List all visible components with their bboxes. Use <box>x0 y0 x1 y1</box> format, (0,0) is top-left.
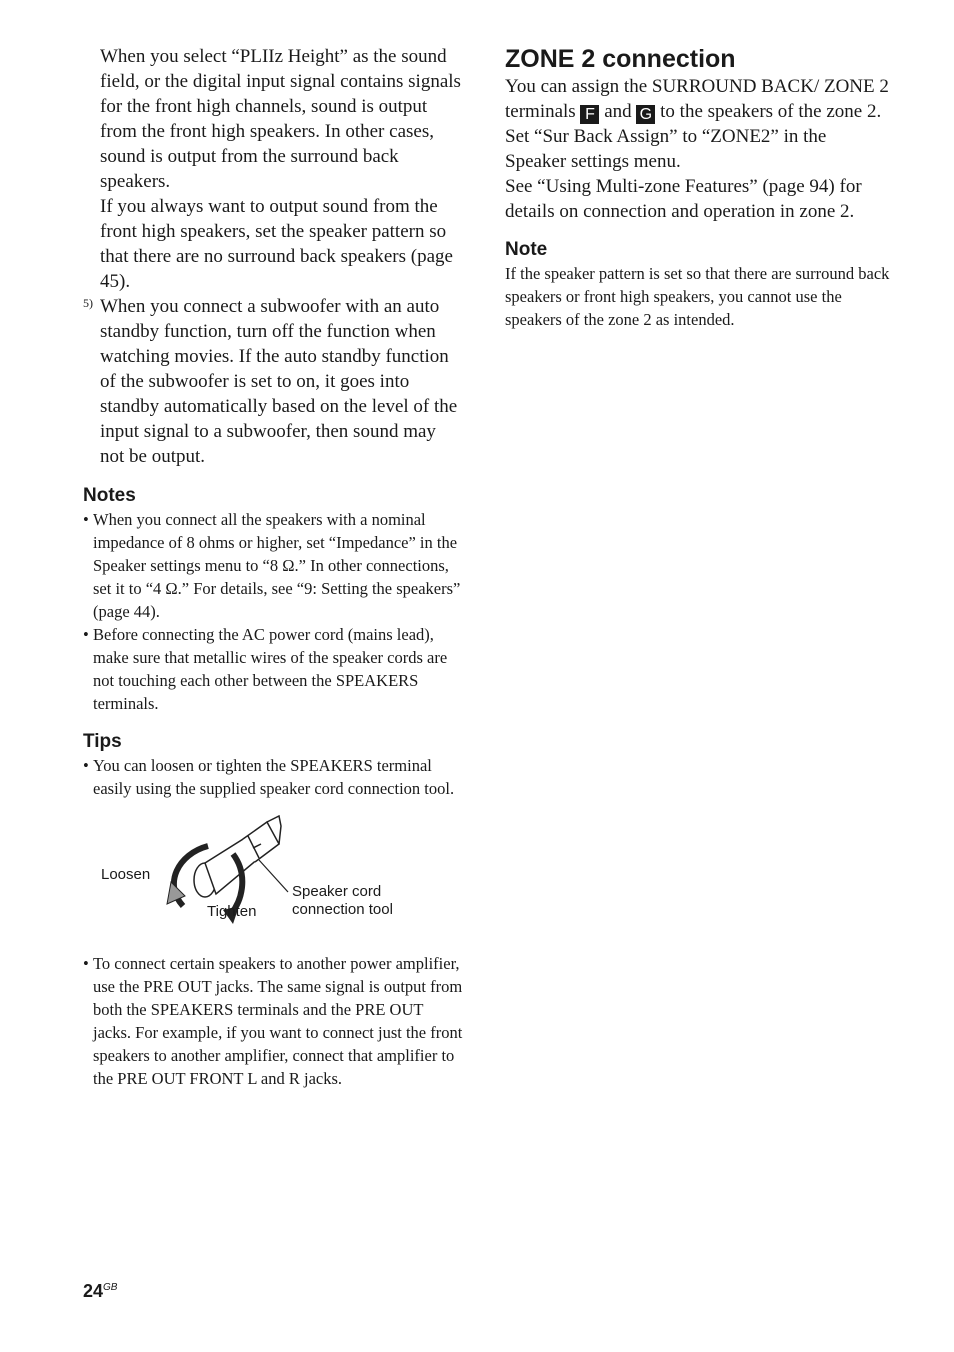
tips-heading: Tips <box>83 731 122 752</box>
note-item: • When you connect all the speakers with a nominal impedance of 8 ohms or higher, set “Impedance” in the Speaker settings menu to “8 Ω.” In other connections, set it to “4 Ω.” For details, see “9: Setting the speakers” (page 44). <box>83 508 463 623</box>
tip-item: • To connect certain speakers to another power amplifier, use the PRE OUT jacks. The same signal is output from both the SPEAKERS terminals and the PRE OUT jacks. For example, if you want to connect just the front speakers to another amplifier, connect that amplifier to the PRE OUT FRONT L and R jacks. <box>83 952 463 1090</box>
zone2-note-text: If the speaker pattern is set so that there are surround back speakers or front high speakers, you cannot use the speakers of the zone 2 as intended. <box>505 264 890 329</box>
paragraph-speaker-pattern: If you always want to output sound from the front high speakers, set the speaker pattern so that there are no surround back speakers (page 45). <box>100 196 453 292</box>
paragraph-pliiz-height: When you select “PLIIz Height” as the sound field, or the digital input signal contains signals for the front high channels, sound is output from the front high speakers. In other cases, sound is output from the surround back speakers. <box>100 46 461 192</box>
notes-heading: Notes <box>83 485 136 506</box>
footnote-5-text: When you connect a subwoofer with an auto standby function, turn off the function when watching movies. If the auto standby function of the subwoofer is set to on, it goes into standby automatically based on the level of the input signal to a subwoofer, then sound may not be output. <box>100 296 458 467</box>
connection-tool-figure <box>83 814 463 934</box>
zone2-paragraph-2: See “Using Multi-zone Features” (page 94) for details on connection and operation in zone 2. <box>505 176 862 222</box>
tips-list <box>83 754 463 800</box>
zone2-text-b: and <box>604 101 632 122</box>
tips-list-continued <box>83 952 463 1090</box>
label-tighten: Tighten <box>207 903 257 920</box>
page-number-value: 24 <box>83 1281 104 1301</box>
left-column <box>83 44 463 1090</box>
tip-item: • You can loosen or tighten the SPEAKERS terminal easily using the supplied speaker cord connection tool. <box>83 754 463 800</box>
terminal-g-icon: G <box>636 105 655 124</box>
zone2-text-c: to the speakers of the zone 2. Set “Sur Back Assign” to “ZONE2” in the Speaker settings menu. <box>505 101 882 172</box>
zone2-text-a: You can assign the SURROUND BACK/ ZONE 2 terminals <box>505 76 889 122</box>
zone2-note-heading: Note <box>505 239 548 260</box>
page-number <box>83 1281 117 1302</box>
right-column <box>505 44 890 331</box>
footnote-mark: 5) <box>83 296 93 310</box>
label-tool-line1: Speaker cord <box>292 883 382 900</box>
zone2-heading: ZONE 2 connection <box>505 45 736 73</box>
terminal-f-icon: F <box>580 105 599 124</box>
footnote-5 <box>83 294 463 469</box>
note-item: • Before connecting the AC power cord (mains lead), make sure that metallic wires of the speaker cords are not touching each other between the SPEAKERS terminals. <box>83 623 463 715</box>
label-tool-line2: connection tool <box>292 901 393 918</box>
notes-list <box>83 508 463 715</box>
zone2-paragraph-1 <box>505 74 890 174</box>
label-loosen: Loosen <box>101 866 151 883</box>
page-suffix: GB <box>103 1282 118 1293</box>
